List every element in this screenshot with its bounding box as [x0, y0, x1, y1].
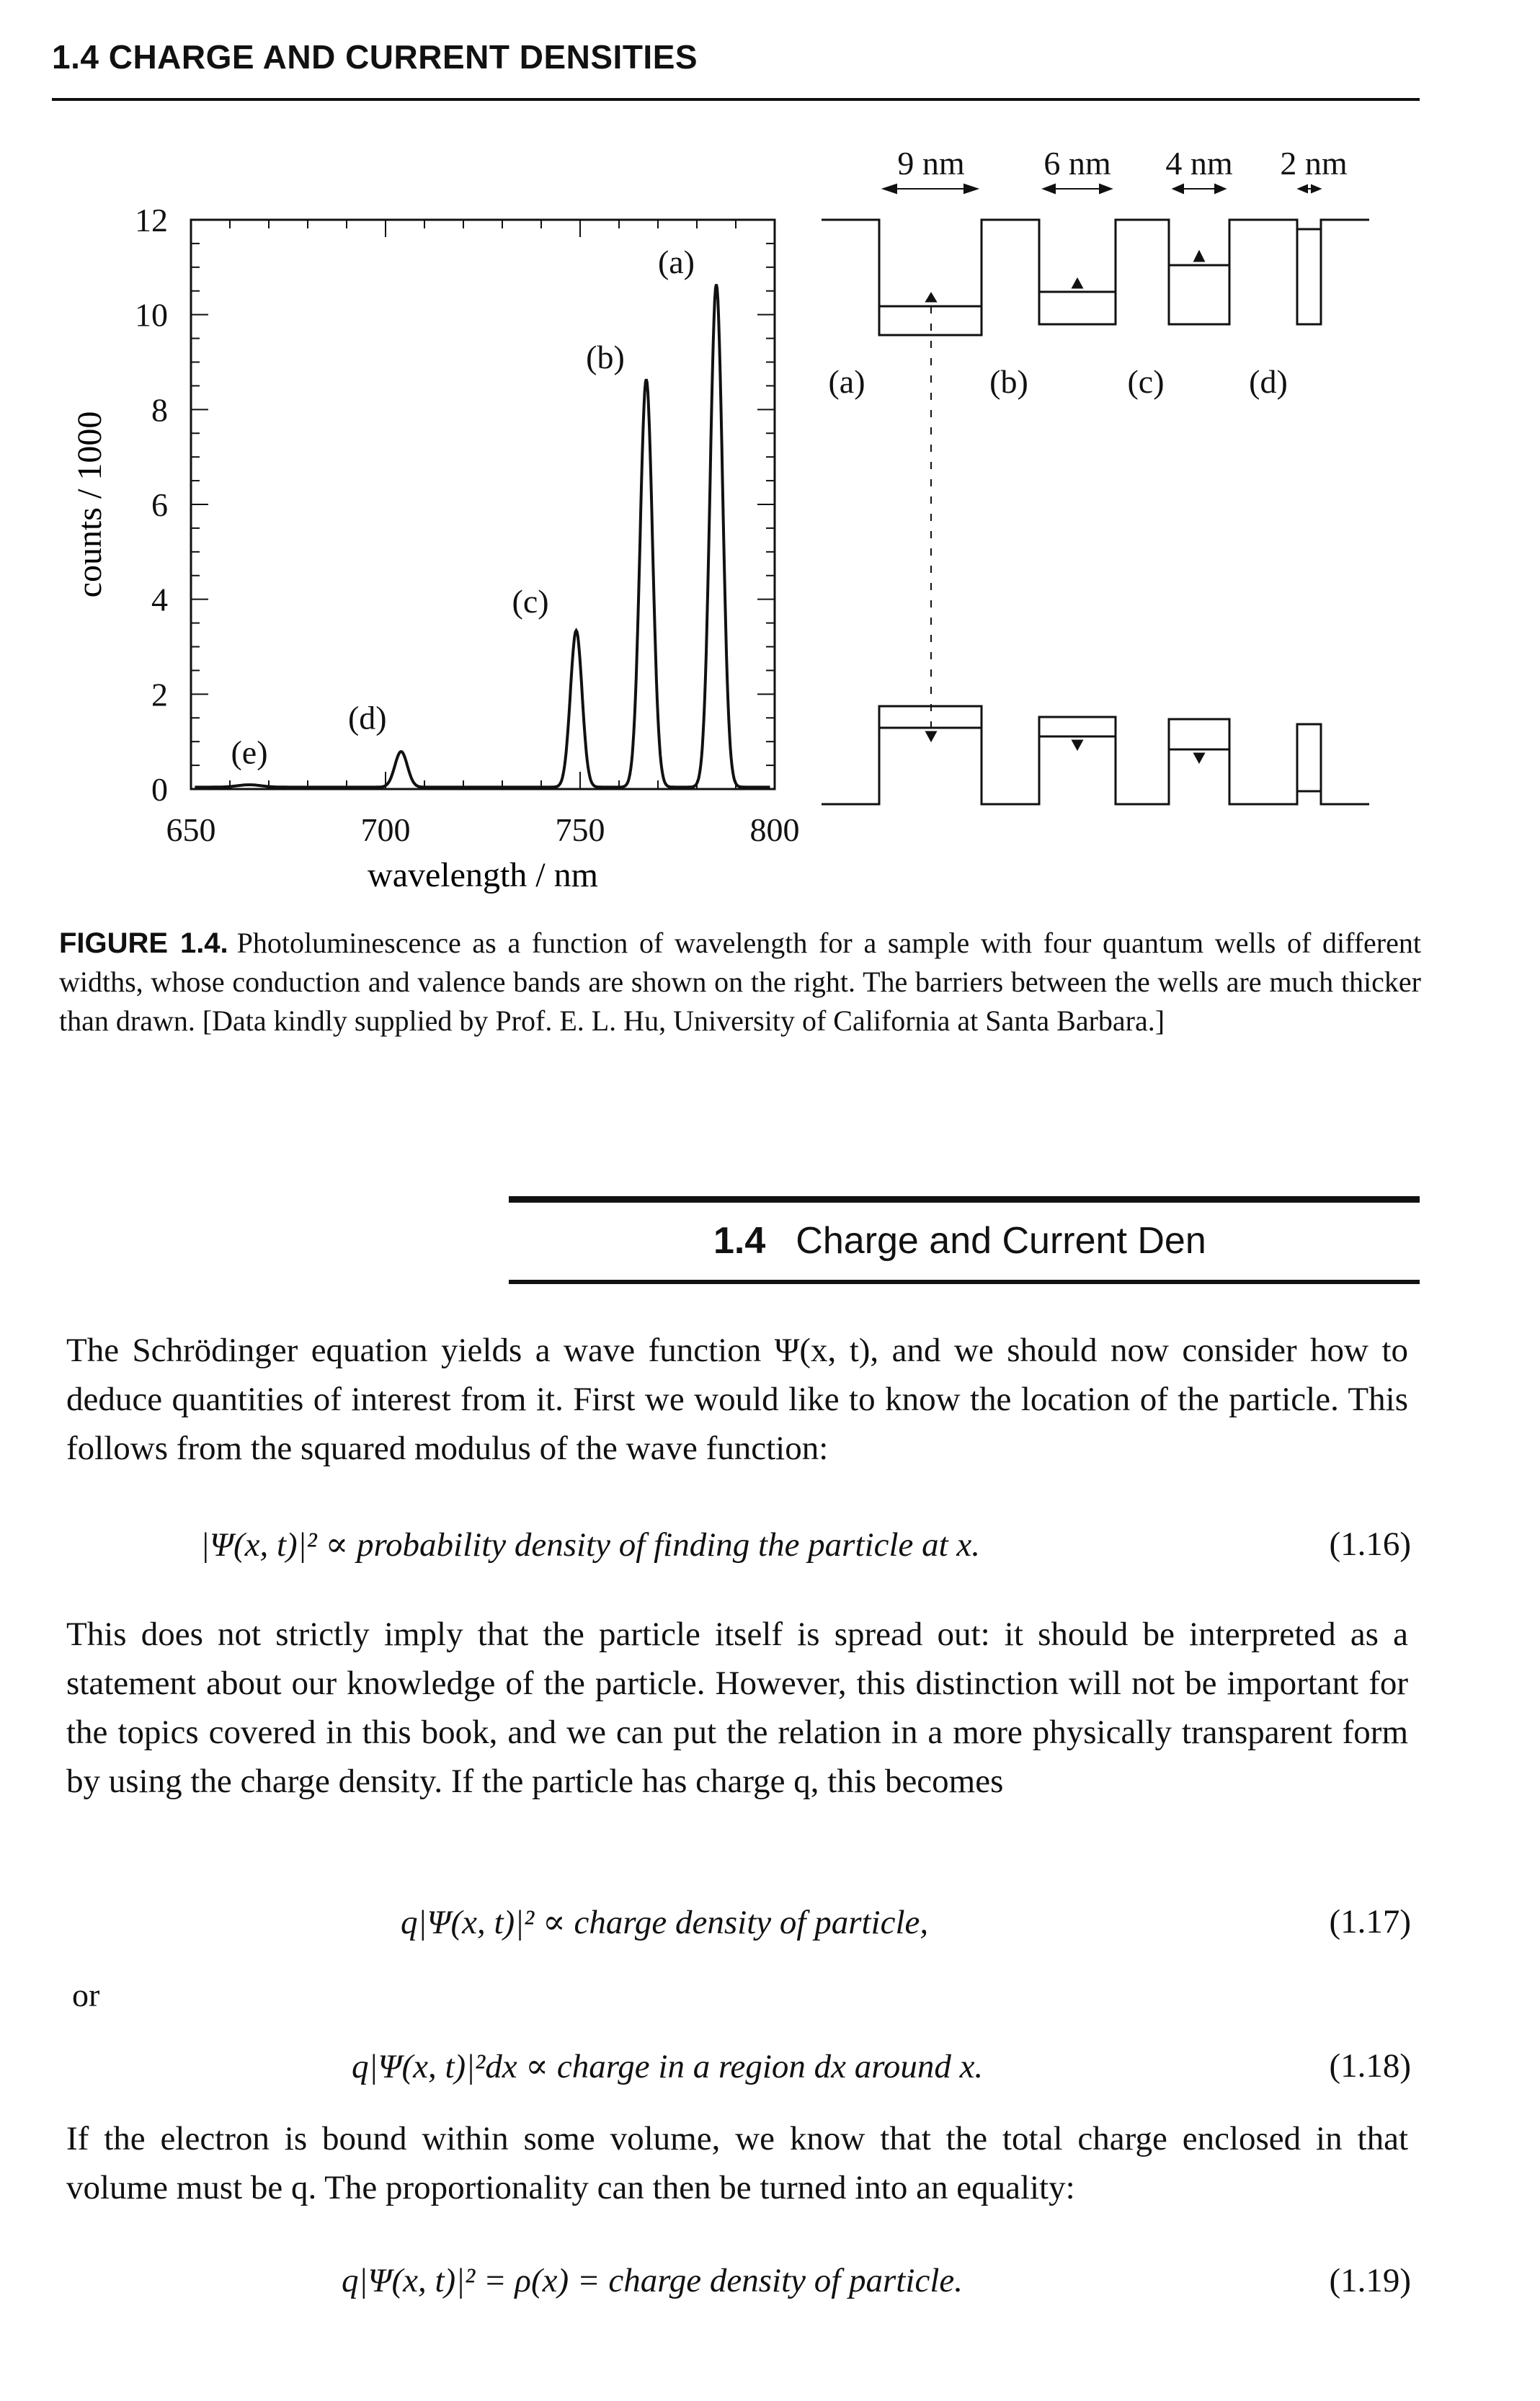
axis-ticks: [191, 220, 775, 789]
peak-label: (b): [586, 338, 625, 375]
section-number: 1.4: [713, 1220, 766, 1262]
y-tick-label: 10: [135, 296, 168, 334]
spectrum-line: [195, 285, 770, 788]
x-tick-label: 800: [749, 811, 800, 848]
header-rule: [52, 98, 1420, 101]
equation-number-1-19: (1.19): [1329, 2262, 1411, 2299]
well-width-b: 6 nm: [1043, 145, 1111, 182]
equation-1-19: q|Ψ(x, t)|² = ρ(x) = charge density of particle.: [342, 2262, 963, 2299]
y-tick-label: 8: [151, 391, 168, 429]
well-label-b: (b): [989, 363, 1028, 400]
electron-marker-b: [1073, 280, 1082, 288]
hole-marker-a: [927, 732, 935, 740]
section-rule-bottom: [509, 1280, 1420, 1284]
equation-1-16: |Ψ(x, t)|² ∝ probability density of finding the particle at x.: [200, 1526, 981, 1564]
peak-labels: [231, 244, 695, 771]
caption-text: Photoluminescence as a function of wavelength for a sample with four quantum wells of different widths, whose conduction and valence bands are shown on the right. The barriers between the wells are much thicker than drawn. [Data kindly supplied by Prof. E. L. Hu, University of California at Santa Barbara.]: [59, 927, 1421, 1037]
y-tick-label: 0: [151, 771, 168, 808]
peak-label: (d): [347, 699, 387, 736]
well-width-a: 9 nm: [897, 145, 965, 182]
section-rule-top: [509, 1196, 1420, 1203]
x-tick-label: 750: [555, 811, 605, 848]
plot-frame: [191, 220, 775, 789]
equation-number-1-16: (1.16): [1329, 1525, 1411, 1563]
quantum-well-diagram: [822, 145, 1369, 804]
x-tick-label: 700: [360, 811, 411, 848]
conduction-band-line: [822, 220, 1369, 335]
well-label-a: (a): [828, 363, 865, 400]
or-text: or: [72, 1977, 100, 2013]
paragraph-2: This does not strictly imply that the particle itself is spread out: it should be interpreted as a statement about our knowledge of the particle. However, this distinction will not be important for the topics covered in this book, and we can put the relation in a more physically transparent form by using the charge density. If the particle has charge q, this becomes: [66, 1616, 1408, 1800]
y-tick-label: 6: [151, 486, 168, 523]
figure-1-4: [29, 137, 1412, 915]
peak-label: (c): [512, 582, 549, 620]
electron-marker-c: [1195, 252, 1203, 261]
equation-1-18: q|Ψ(x, t)|²dx ∝ charge in a region dx around x.: [352, 2048, 984, 2085]
peak-label: (a): [657, 244, 695, 281]
well-label-d: (d): [1249, 363, 1288, 400]
x-tick-label: 650: [166, 811, 216, 848]
width-arrows: [884, 184, 1320, 193]
photoluminescence-chart: [71, 202, 800, 894]
figure-caption: [59, 924, 1421, 1041]
electron-marker-a: [927, 294, 935, 301]
x-axis-label: wavelength / nm: [368, 856, 598, 894]
equation-number-1-17: (1.17): [1329, 1903, 1411, 1941]
section-title: Charge and Current Den: [796, 1220, 1206, 1262]
paragraph-1: The Schrödinger equation yields a wave function Ψ(x, t), and we should now consider how to deduce quantities of interest from it. First we would like to know the location of the particle. This follows from the squared modulus of the wave function:: [66, 1332, 1408, 1467]
equation-1-17: q|Ψ(x, t)|² ∝ charge density of particle,: [401, 1904, 929, 1941]
hole-marker-b: [1073, 741, 1082, 749]
y-tick-label: 12: [135, 202, 168, 239]
well-label-c: (c): [1127, 363, 1165, 400]
equation-number-1-18: (1.18): [1329, 2047, 1411, 2085]
well-width-d: 2 nm: [1280, 145, 1348, 182]
hole-marker-c: [1195, 754, 1203, 762]
peak-label: (e): [231, 734, 268, 771]
running-head: 1.4 CHARGE AND CURRENT DENSITIES: [52, 38, 698, 76]
section-heading: [713, 1219, 1206, 1262]
paragraph-3: If the electron is bound within some volume, we know that the total charge enclosed in that volume must be q. The proportionality can then be turned into an equality:: [66, 2120, 1408, 2206]
well-width-c: 4 nm: [1165, 145, 1233, 182]
y-axis-label: counts / 1000: [71, 411, 109, 598]
valence-band-line: [822, 706, 1369, 804]
y-tick-label: 2: [151, 676, 168, 713]
caption-label: FIGURE 1.4.: [59, 927, 228, 959]
y-tick-label: 4: [151, 581, 168, 618]
